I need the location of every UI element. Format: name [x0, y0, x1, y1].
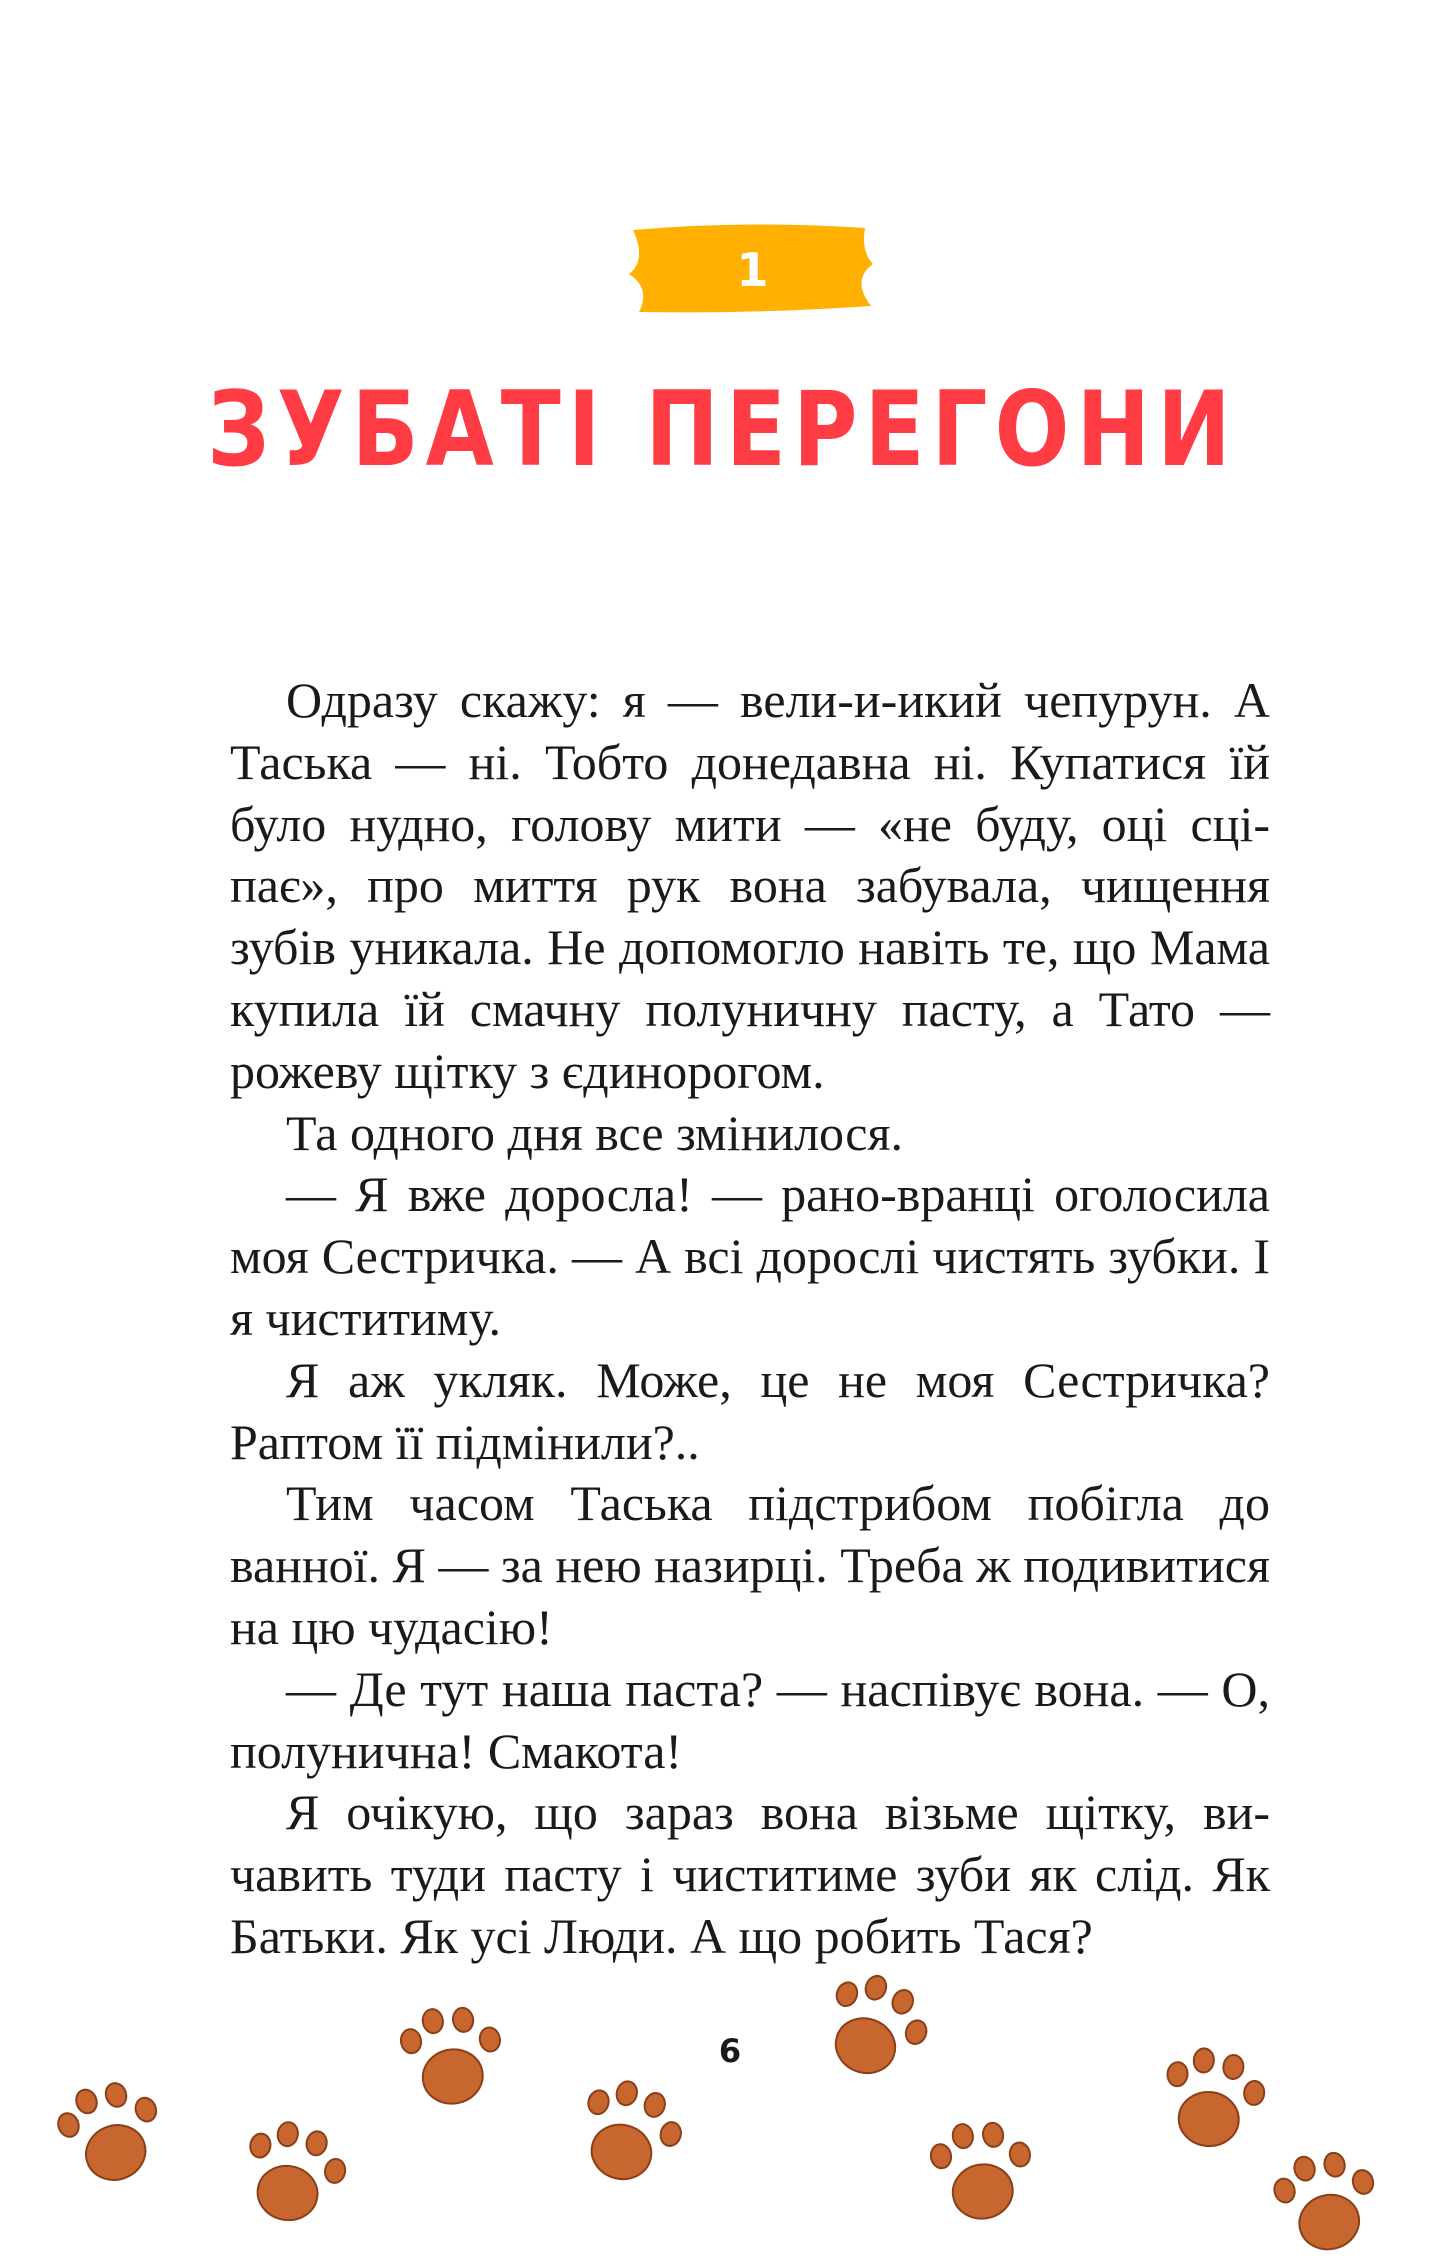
paragraph: Я очікую, що зараз вона візьме щітку, вичавить туди пасту і чиститиме зуби як слід. Як Батьки. Як усі Люди. А що робить Тася? — [230, 1784, 1270, 1964]
paragraph: Одразу скажу: я — вели-и-икий чепурун. А Таська — ні. Тобто донедавна ні. Купатися їй було нудно, голову мити — «не буду, оці сціпає», про миття рук вона забувала, чищення зубів уникала. Не допомогло навіть те, що Мама купила їй смачну полуничну пасту, а Тато — рожеву щітку з єдинорогом. — [230, 672, 1270, 1099]
paragraph: Я аж укляк. Може, це не моя Сестричка? Раптом її підмінили?.. — [230, 1351, 1270, 1470]
paw-print-icon — [915, 2100, 1066, 2251]
paw-print-icon — [555, 2060, 714, 2219]
chapter-number: 1 — [736, 243, 769, 297]
paragraph: — Я вже доросла! — рано-вранці оголосила моя Сестричка. — А всі дорослі чистять зубки. І я чиститиму. — [230, 1166, 1270, 1346]
paw-print-icon — [37, 2052, 204, 2219]
chapter-number-ribbon — [625, 222, 880, 318]
paw-print-icon — [385, 1985, 536, 2136]
paragraph: Тим часом Таська підстрибом побігла до ванної. Я — за нею назирці. Треба ж подивитися на цю чудасію! — [230, 1475, 1270, 1655]
page-number: 6 — [718, 2032, 742, 2070]
paragraph: — Де тут наша паста? — наспівує вона. — О, полунична! Смакота! — [230, 1660, 1270, 1779]
chapter-title: ЗУБАТІ ПЕРЕГОНИ — [207, 368, 1238, 490]
paw-print-icon — [225, 2105, 376, 2256]
paragraph: Та одного дня все змінилося. — [286, 1104, 903, 1161]
paw-print-icon — [797, 1952, 964, 2119]
story-text — [230, 670, 1270, 1968]
